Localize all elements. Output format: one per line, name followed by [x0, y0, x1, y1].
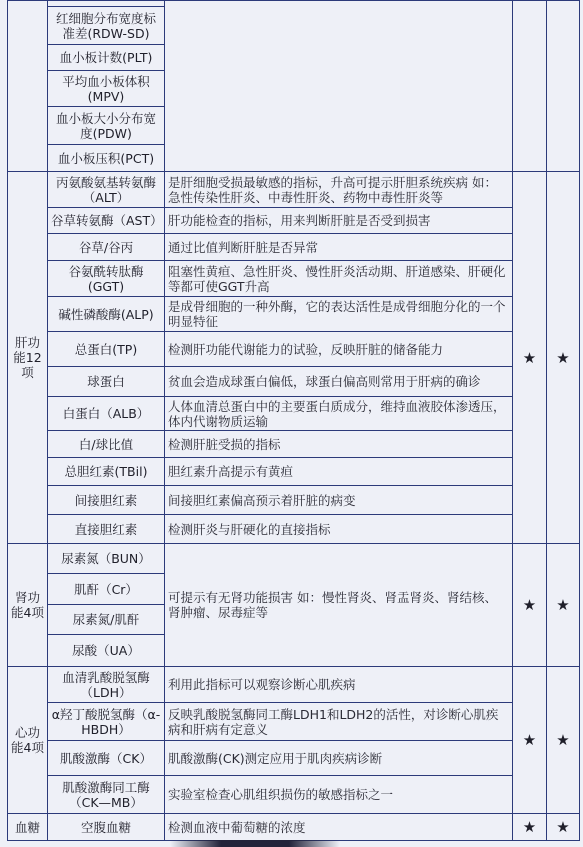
sugar-category: 血糖 — [8, 814, 48, 841]
sugar-desc: 检测血液中葡萄糖的浓度 — [165, 814, 513, 841]
blood-desc-cell — [165, 1, 513, 172]
heart-desc: 利用此指标可以观察诊断心肌疾病 — [165, 667, 513, 703]
liver-item: 碱性磷酸酶(ALP) — [48, 297, 165, 332]
liver-desc: 人体血清总蛋白中的主要蛋白质成分，维持血液胶体渗透压，体内代谢物质运输 — [165, 397, 513, 431]
liver-item: 球蛋白 — [48, 367, 165, 397]
liver-desc: 是成骨细胞的一种外酶，它的表达活性是成骨细胞分化的一个明显特征 — [165, 297, 513, 332]
liver-item: 白/球比值 — [48, 431, 165, 458]
liver-desc: 通过比值判断肝脏是否异常 — [165, 234, 513, 261]
liver-item: 谷氨酰转肽酶(GGT) — [48, 261, 165, 297]
liver-item: 丙氨酸氨基转氨酶（ALT） — [48, 172, 165, 208]
liver-desc: 检测肝功能代谢能力的试验，反映肝脏的储备能力 — [165, 332, 513, 367]
liver-item: 直接胆红素 — [48, 515, 165, 544]
heart-category: 心功能4项 — [8, 667, 48, 814]
liver-category: 肝功能12项 — [8, 172, 48, 544]
heart-desc: 实验室检查心肌组织损伤的敏感指标之一 — [165, 776, 513, 814]
liver-star-1: ★ — [513, 172, 547, 544]
kidney-item: 肌酐（Cr） — [48, 574, 165, 605]
exam-table — [7, 0, 580, 841]
liver-item: 谷草转氨酶（AST） — [48, 208, 165, 234]
kidney-star-1: ★ — [513, 544, 547, 667]
heart-item: 肌酸激酶（CK） — [48, 741, 165, 776]
liver-star-2: ★ — [547, 172, 580, 544]
kidney-item: 尿素氮（BUN） — [48, 544, 165, 574]
sugar-item: 空腹血糖 — [48, 814, 165, 841]
blood-item: 血小板压积(PCT) — [48, 145, 165, 172]
heart-star-2: ★ — [547, 667, 580, 814]
liver-desc: 间接胆红素偏高预示着肝脏的病变 — [165, 486, 513, 515]
heart-desc: 反映乳酸脱氢酶同工酶LDH1和LDH2的活性，对诊断心肌疾病和肝病有定意义 — [165, 703, 513, 741]
blood-star-cell-2 — [547, 1, 580, 172]
kidney-category: 肾功能4项 — [8, 544, 48, 667]
sugar-star-2: ★ — [547, 814, 580, 841]
heart-item: α羟丁酸脱氢酶（α-HBDH） — [48, 703, 165, 741]
liver-desc: 是肝细胞受损最敏感的指标，升高可提示肝胆系统疾病 如：急性传染性肝炎、中毒性肝炎、药物中毒性肝炎等 — [165, 172, 513, 208]
heart-item: 血清乳酸脱氢酶（LDH） — [48, 667, 165, 703]
blood-item: 红细胞分布宽度标准差(RDW-SD) — [48, 7, 165, 45]
blood-item: 血小板计数(PLT) — [48, 45, 165, 71]
liver-item: 白蛋白（ALB） — [48, 397, 165, 431]
liver-desc: 胆红素升高提示有黄疸 — [165, 458, 513, 486]
kidney-item: 尿酸（UA） — [48, 635, 165, 667]
kidney-star-2: ★ — [547, 544, 580, 667]
liver-desc: 贫血会造成球蛋白偏低，球蛋白偏高则常用于肝病的确诊 — [165, 367, 513, 397]
sugar-star-1: ★ — [513, 814, 547, 841]
blood-item: 平均血小板体积(MPV) — [48, 71, 165, 107]
liver-item: 总胆红素(TBil) — [48, 458, 165, 486]
liver-desc: 检测肝炎与肝硬化的直接指标 — [165, 515, 513, 544]
kidney-item: 尿素氮/肌酐 — [48, 605, 165, 635]
kidney-desc: 可提示有无肾功能损害 如：慢性肾炎、肾盂肾炎、肾结核、肾肿瘤、尿毒症等 — [165, 544, 513, 667]
liver-item: 总蛋白(TP) — [48, 332, 165, 367]
liver-item: 间接胆红素 — [48, 486, 165, 515]
heart-star-1: ★ — [513, 667, 547, 814]
heart-item: 肌酸激酶同工酶（CK—MB） — [48, 776, 165, 814]
liver-desc: 检测肝脏受损的指标 — [165, 431, 513, 458]
blood-star-cell-1 — [513, 1, 547, 172]
liver-desc: 肝功能检查的指标，用来判断肝脏是否受到损害 — [165, 208, 513, 234]
bottom-decoration — [170, 840, 340, 847]
heart-desc: 肌酸激酶(CK)测定应用于肌肉疾病诊断 — [165, 741, 513, 776]
blood-category-cell — [8, 1, 48, 172]
blood-item: 血小板大小分布宽度(PDW) — [48, 107, 165, 145]
liver-item: 谷草/谷丙 — [48, 234, 165, 261]
liver-desc: 阻塞性黄疸、急性肝炎、慢性肝炎活动期、肝道感染、肝硬化等都可使GGT升高 — [165, 261, 513, 297]
